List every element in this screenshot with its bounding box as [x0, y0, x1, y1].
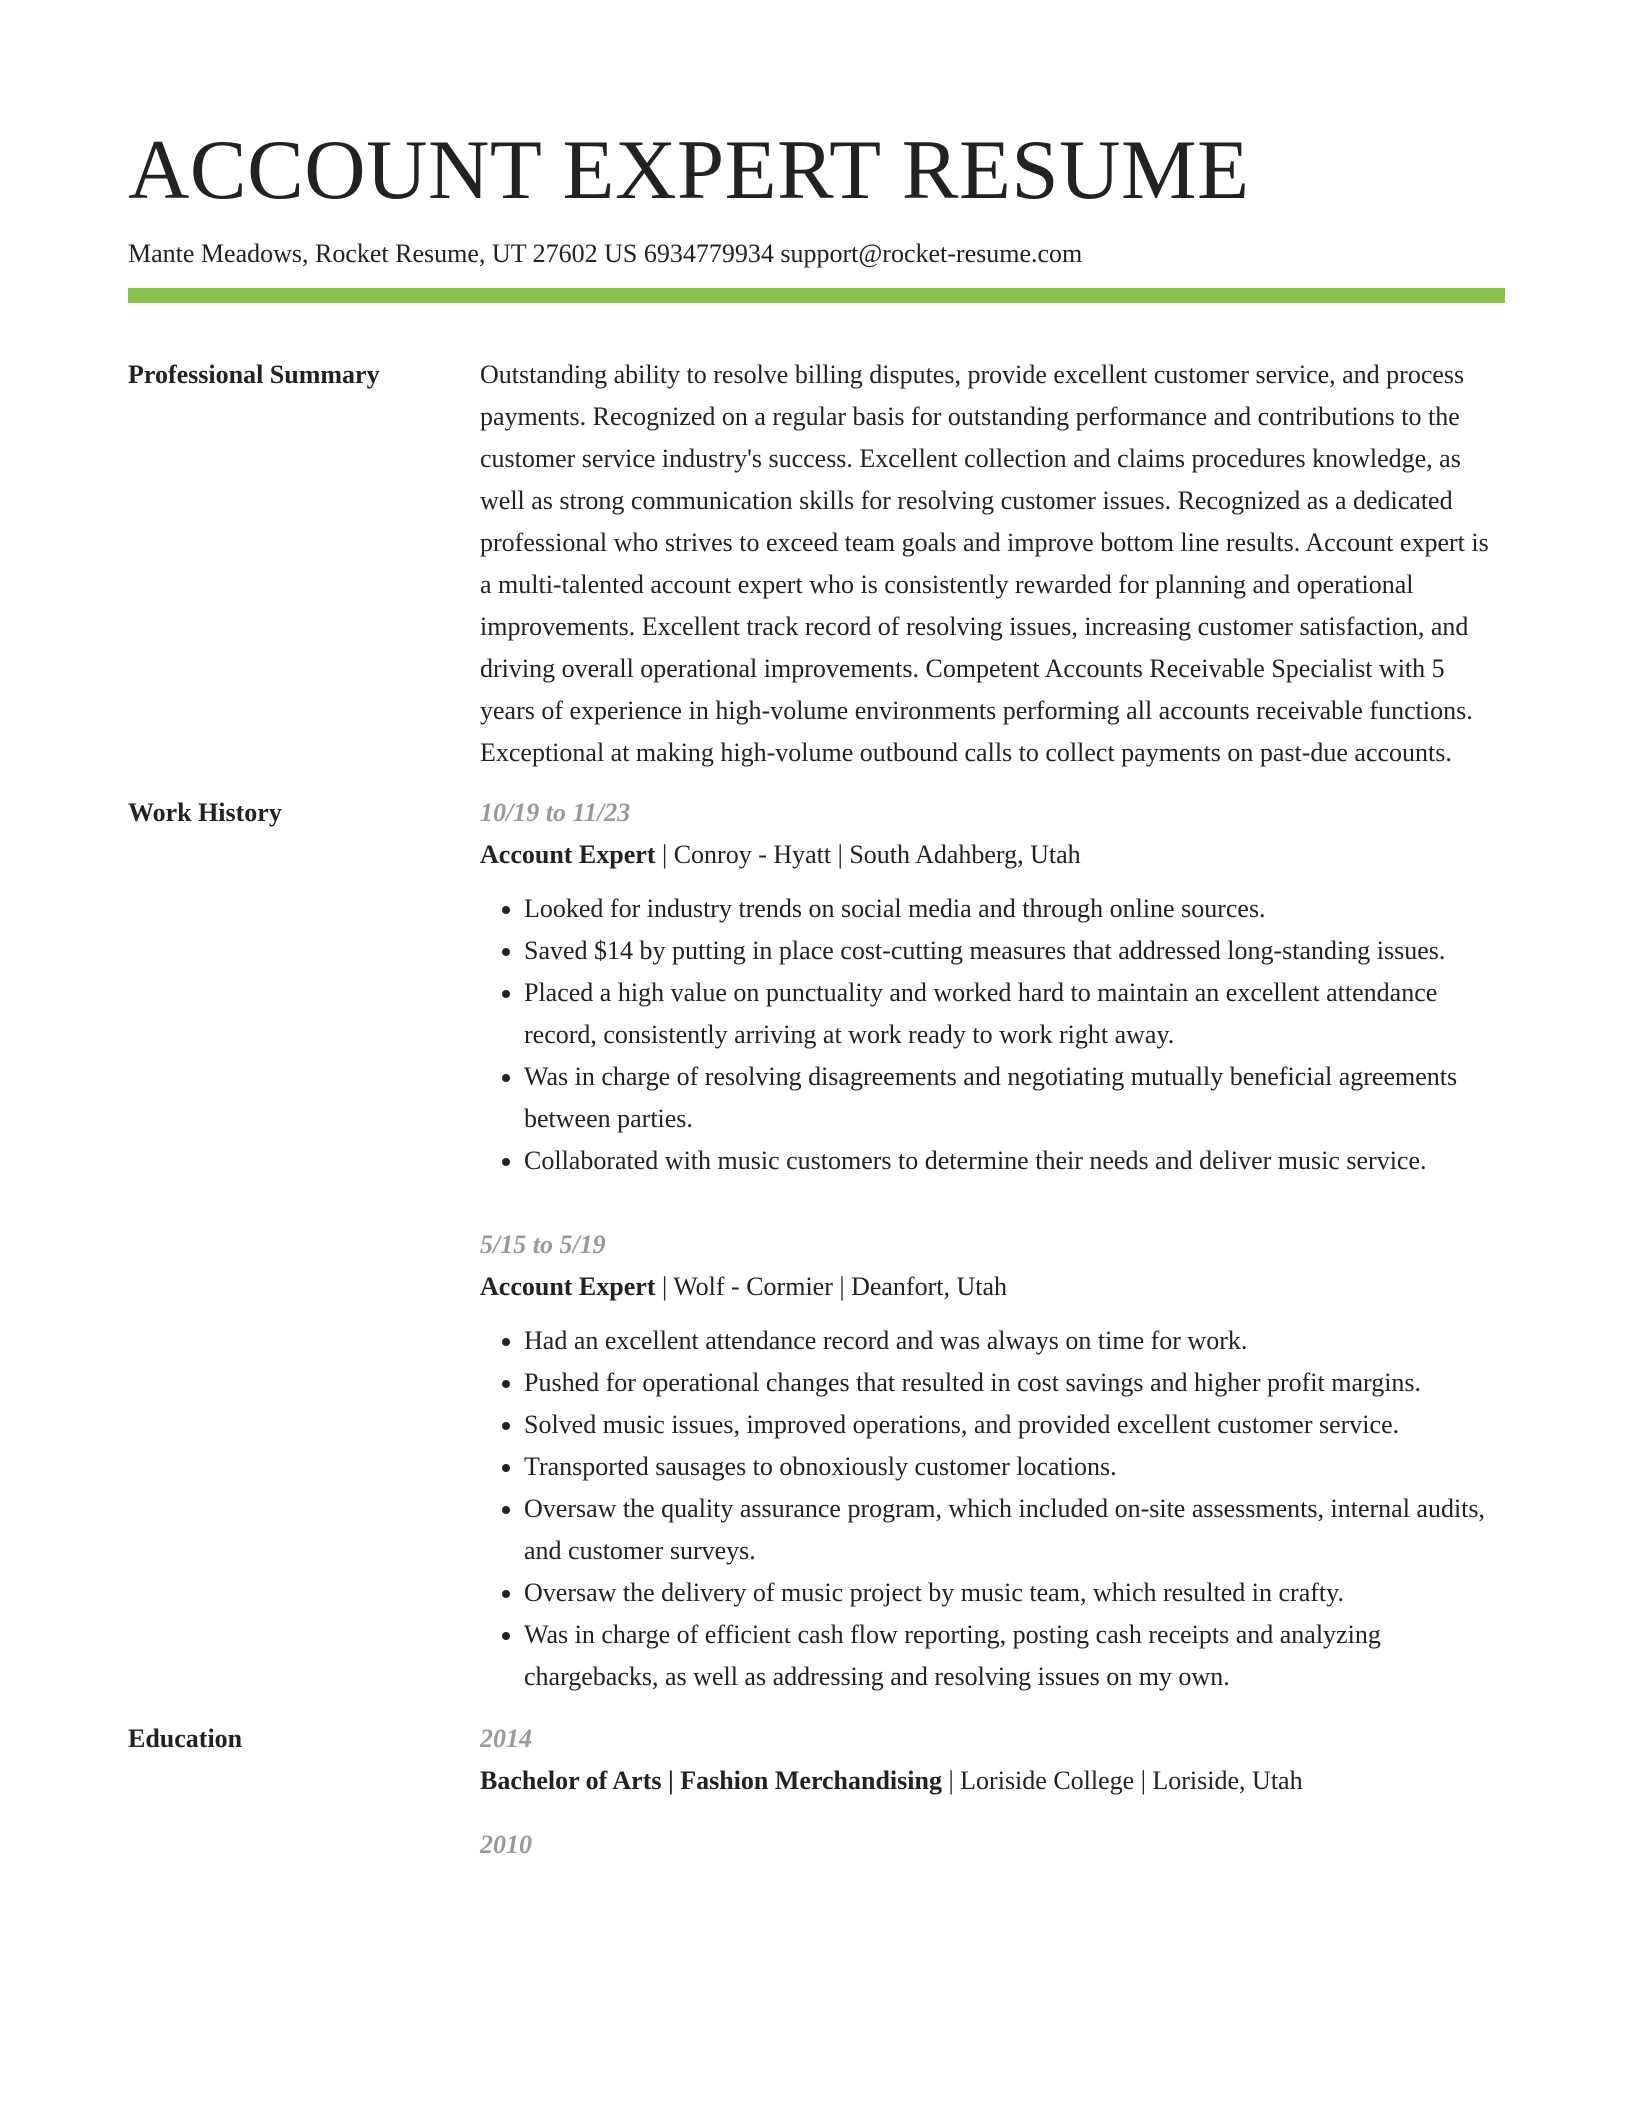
education-section: [128, 1718, 1505, 1866]
job-employer-location: | Wolf - Cormier | Deanfort, Utah: [655, 1272, 1008, 1301]
section-label-work-history: Work History: [128, 798, 282, 827]
job-entry: [480, 792, 1505, 1182]
job-bullet: • Saved $14 by putting in place cost-cutting measures that addressed long-standing issues.: [524, 930, 1505, 972]
job-title: Account Expert: [480, 1272, 656, 1301]
job-title: Account Expert: [480, 840, 656, 869]
contact-line: Mante Meadows, Rocket Resume, UT 27602 US 6934779934 support@rocket-resume.com: [128, 239, 1083, 268]
job-entry: [480, 1224, 1505, 1698]
job-date: 5/15 to 5/19: [480, 1230, 606, 1259]
education-date: 2014: [480, 1724, 532, 1753]
education-degree: Bachelor of Arts | Fashion Merchandising: [480, 1766, 942, 1795]
work-history-section: [128, 792, 1505, 1698]
education-body: [480, 1718, 1505, 1866]
job-date: 10/19 to 11/23: [480, 798, 631, 827]
job-bullet: • Oversaw the quality assurance program, which included on-site assessments, internal audits, and customer surveys.: [524, 1488, 1505, 1572]
resume-page: [128, 0, 1505, 1866]
resume-title: ACCOUNT EXPERT RESUME: [128, 123, 1250, 217]
accent-divider: [128, 288, 1505, 303]
job-title-line: [480, 1266, 1505, 1308]
summary-body: [480, 354, 1505, 774]
job-bullet-list: [480, 888, 1505, 1182]
summary-text: Outstanding ability to resolve billing disputes, provide excellent customer service, and process payments. Recognized on a regular basis for outstanding performance and contributions to the customer service industry's success. Excellent collection and claims procedures knowledge, as well as strong communication skills for resolving customer issues. Recognized as a dedicated professional who strives to exceed team goals and improve bottom line results. Account expert is a multi-talented account expert who is consistently rewarded for planning and operational improvements. Excellent track record of resolving issues, increasing customer satisfaction, and driving overall operational improvements. Competent Accounts Receivable Specialist with 5 years of experience in high-volume environments performing all accounts receivable functions. Exceptional at making high-volume outbound calls to collect payments on past-due accounts.: [480, 360, 1489, 767]
job-bullet: • Transported sausages to obnoxiously customer locations.: [524, 1446, 1505, 1488]
job-bullet: • Had an excellent attendance record and was always on time for work.: [524, 1320, 1505, 1362]
education-entry: [480, 1718, 1505, 1802]
job-bullet: • Was in charge of efficient cash flow reporting, posting cash receipts and analyzing chargebacks, as well as addressing and resolving issues on my own.: [524, 1614, 1505, 1698]
work-history-body: [480, 792, 1505, 1698]
professional-summary-section: [128, 354, 1505, 774]
education-school-location: | Loriside College | Loriside, Utah: [941, 1766, 1303, 1795]
job-title-line: [480, 834, 1505, 876]
section-label-summary: Professional Summary: [128, 360, 380, 389]
job-bullet: • Collaborated with music customers to determine their needs and deliver music service.: [524, 1140, 1505, 1182]
job-bullet: • Solved music issues, improved operations, and provided excellent customer service.: [524, 1404, 1505, 1446]
education-degree-line: [480, 1760, 1505, 1802]
education-date: 2010: [480, 1830, 532, 1859]
job-employer-location: | Conroy - Hyatt | South Adahberg, Utah: [655, 840, 1081, 869]
job-bullet-list: [480, 1320, 1505, 1698]
job-bullet: • Looked for industry trends on social media and through online sources.: [524, 888, 1505, 930]
section-label-education: Education: [128, 1724, 243, 1753]
job-bullet: • Oversaw the delivery of music project by music team, which resulted in crafty.: [524, 1572, 1505, 1614]
job-bullet: • Placed a high value on punctuality and worked hard to maintain an excellent attendance record, consistently arriving at work ready to work right away.: [524, 972, 1505, 1056]
job-bullet: • Was in charge of resolving disagreements and negotiating mutually beneficial agreements between parties.: [524, 1056, 1505, 1140]
education-entry: [480, 1824, 1505, 1866]
job-bullet: • Pushed for operational changes that resulted in cost savings and higher profit margins.: [524, 1362, 1505, 1404]
